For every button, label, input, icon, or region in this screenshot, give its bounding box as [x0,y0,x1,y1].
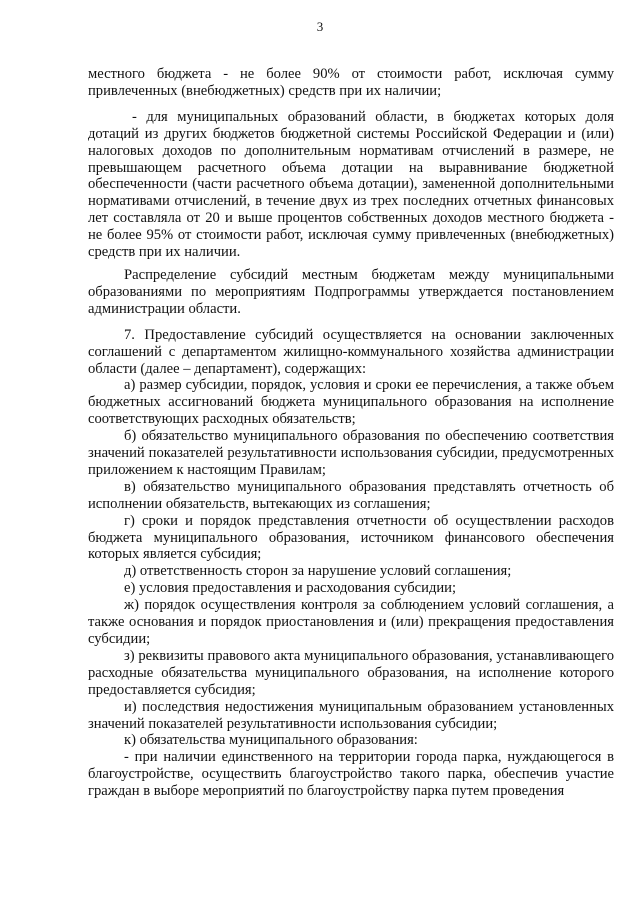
list-item-k: к) обязательства муниципального образования: [124,732,418,749]
list-item-i: и) последствия недостижения муниципальным образованием установленных значений показателей результативности использования субсидии; [88,698,614,732]
paragraph-subsidy-distribution: Распределение субсидий местным бюджетам между муниципальными образованиями по мероприятиям Подпрограммы утверждается постановлением администрации области. [88,266,614,317]
list-item-zh: ж) порядок осуществления контроля за соблюдением условий соглашения, а также основания и порядок приостановления и (или) прекращения предоставления субсидии; [88,597,614,647]
document-body [88,66,614,800]
paragraph-dotation-municipalities: - для муниципальных образований области, в бюджетах которых доля дотаций из других бюджетов бюджетной системы Российской Федерации и (или) налоговых доходов по дополнительным нормативам отчислений в размере, не превышающем расчетного объема дотации на выравнивание бюджетной обеспеченности (части расчетного объема дотации), замененной дополнительными нормативами отчислений, в течение двух из трех последних отчетных финансовых лет составляла от 20 и выше процентов собственных доходов местного бюджета - не более 95% от стоимости работ, исключая сумму привлеченных (внебюджетных) средств при их наличии. [88,108,614,261]
page-number: 3 [316,19,324,34]
list-item-d: д) ответственность сторон за нарушение условий соглашения; [124,563,512,580]
list-item-a: а) размер субсидии, порядок, условия и сроки ее перечисления, а также объем бюджетных ассигнований бюджета муниципального образования на исполнение соответствующих расходных обязательств; [88,377,614,428]
list-item-b: б) обязательство муниципального образования по обеспечению соответствия значений показателей результативности использования субсидии, предусмотренных приложением к настоящим Правилам; [88,428,614,478]
paragraph-item-7: 7. Предоставление субсидий осуществляется на основании заключенных соглашений с департаментом жилищно-коммунального хозяйства администрации области (далее – департамент), содержащих: [88,326,614,377]
list-item-g: г) сроки и порядок представления отчетности об осуществлении расходов бюджета муниципального образования, источником финансового обеспечения которых является субсидия; [88,512,614,563]
list-item-e: е) условия предоставления и расходования субсидии; [124,580,457,597]
paragraph-single-park: - при наличии единственного на территории города парка, нуждающегося в благоустройстве, осуществить благоустройство такого парка, обеспечив участие граждан в выборе мероприятий по благоустройству парка путем проведения [88,749,614,800]
list-item-v: в) обязательство муниципального образования представлять отчетность об исполнении обязательств, вытекающих из соглашения; [88,478,614,512]
list-item-z: з) реквизиты правового акта муниципального образования, устанавливающего расходные обязательства муниципального образования, на исполнение которого предоставляется субсидия; [88,647,614,698]
paragraph-local-budget-90: местного бюджета - не более 90% от стоимости работ, исключая сумму привлеченных (внебюджетных) средств при их наличии; [88,66,614,99]
